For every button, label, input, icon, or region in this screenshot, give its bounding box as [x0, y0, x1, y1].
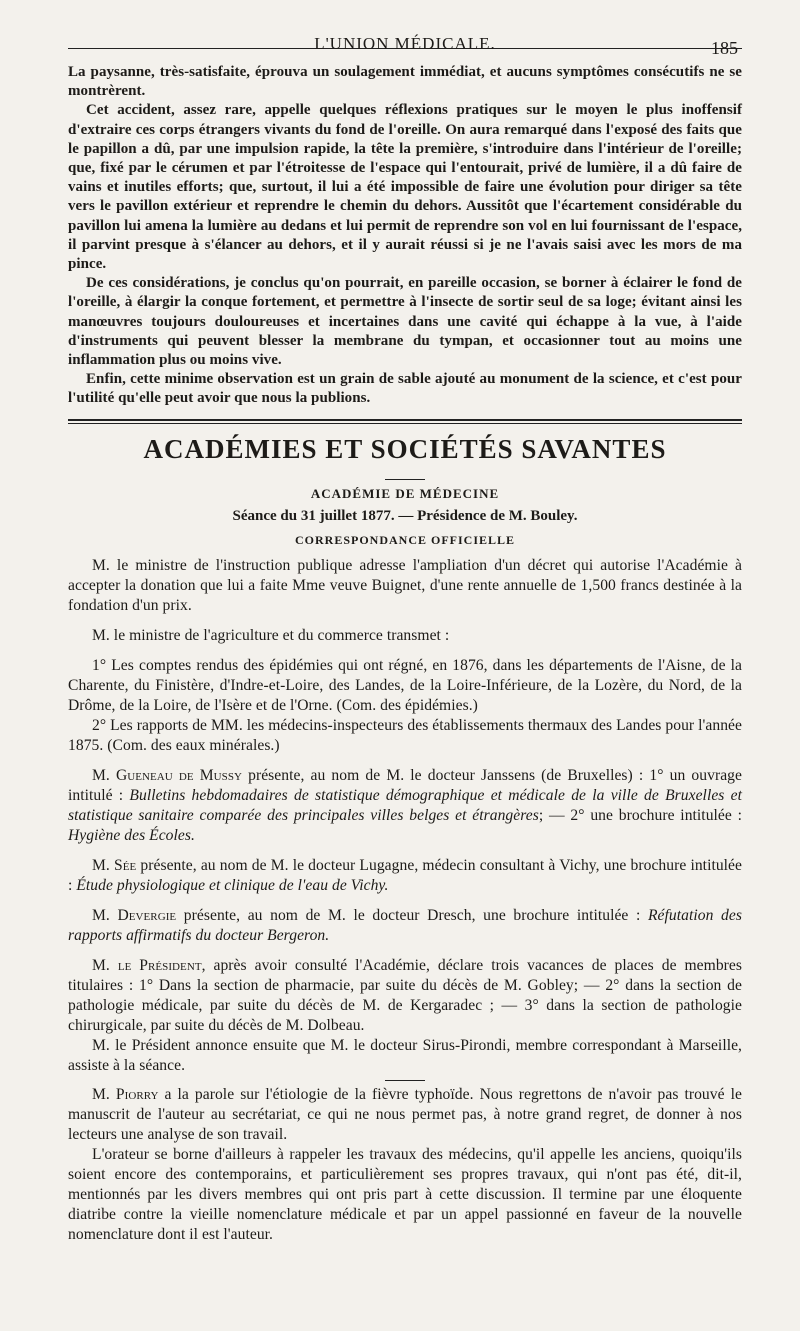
paragraph: 2° Les rapports de MM. les médecins-inspecteurs des établissements thermaux des Landes pour l'année 1875. (Com. des eaux minérales.) [68, 716, 742, 754]
speaker-name: M. Sée [92, 856, 137, 874]
paragraph: Enfin, cette minime observation est un grain de sable ajouté au monument de la science, et c'est pour l'utilité qu'elle peut avoir que nous la publions. [68, 371, 742, 407]
speaker-name: M. Piorry [92, 1085, 159, 1103]
book-title: Hygiène des Écoles. [68, 826, 195, 844]
paragraph [68, 1085, 742, 1145]
paragraph-text: a la parole sur l'étiologie de la fièvre typhoïde. Nous regrettons de n'avoir pas trouvé le manuscrit de l'auteur au secrétariat, ce qui ne nous permet pas, à notre grand regret, de donner à nos lecteurs une analyse de son travail. [68, 1085, 742, 1143]
paragraph: M. le Président annonce ensuite que M. le docteur Sirus-Pirondi, membre correspondant à Marseille, assiste à la séance. [68, 1036, 742, 1074]
article-body [68, 49, 742, 409]
book-title: Étude physiologique et clinique de l'eau de Vichy. [76, 876, 389, 894]
separator-rule [385, 1080, 425, 1081]
paragraph [68, 906, 742, 946]
proceedings [68, 556, 742, 1245]
paragraph-text: présente, au nom de M. le docteur Lugagne, médecin consultant à Vichy, une brochure intitulée : [68, 856, 743, 894]
paragraph [68, 766, 742, 846]
paragraph-text: présente, au nom de M. le docteur Janssens (de Bruxelles) : 1° un ouvrage intitulé : [68, 766, 742, 804]
paragraph-text: ; — 2° une brochure intitulée : [538, 806, 742, 824]
paragraph-text: présente, au nom de M. le docteur Dresch, une brochure intitulée : [176, 906, 648, 924]
paragraph: Cet accident, assez rare, appelle quelques réflexions pratiques sur le moyen le plus inoffensif d'extraire ces corps étrangers vivants du fond de l'oreille. On aura remarqué dans l'exposé des faits que le papillon a dû, par une impulsion rapide, la tête la première, s'introduire dans l'intérieur de l'oreille; que, fixé par le cérumen et par l'étroitesse de l'espace qui l'entourait, privé de lumière, il a dû faire de vains et inutiles efforts; que, surtout, il lui a été impossible de faire une évolution pour diriger sa tête vers le pavillon extérieur et reprendre le chemin du dehors. Aussitôt que l'écartement considérable du pavillon lui amena la lumière au dedans et lui permit de reprendre son vol en lui fournissant de l'espace, il parvint presque à s'élancer au dehors, et il y aurait réussi si je ne l'avais saisi avec les mors de ma pince. [68, 102, 742, 273]
speaker-name: M. Gueneau de Mussy [92, 766, 242, 784]
paragraph: 1° Les comptes rendus des épidémies qui ont régné, en 1876, dans les départements de l'Aisne, de la Charente, du Finistère, d'Indre-et-Loire, des Landes, de la Loire-Inférieure, de la Lozère, du Nord, de la Drôme, de la Loire, de l'Isère et de l'Orne. (Com. des épidémies.) [68, 656, 742, 714]
speaker-name: M. le Président [92, 956, 202, 974]
section-divider [68, 419, 742, 424]
session-line: Séance du 31 juillet 1877. — Présidence de M. Bouley. [232, 507, 578, 524]
book-title: Bulletins hebdomadaires de statistique démographique et médicale de la ville de Bruxelles et statistique sanitaire comparée des principales villes belges et étrangères [68, 786, 742, 824]
book-title: Réfutation des rapports affirmatifs du docteur Bergeron. [68, 906, 742, 944]
paragraph-text: , après avoir consulté l'Académie, déclare trois vacances de places de membres titulaires : 1° Dans la section de pharmacie, par suite du décès de M. Gobley; — 2° dans la section de pathologie médicale, par suite du décès de M. de Kergaradec ; — 3° dans la section de pathologie chirurgicale, par suite du décès de M. Dolbeau. [68, 956, 742, 1034]
paragraph: M. le ministre de l'agriculture et du commerce transmet : [92, 626, 450, 644]
correspondance-heading: CORRESPONDANCE OFFICIELLE [294, 532, 516, 547]
paragraph [68, 856, 742, 896]
academy-subtitle: ACADÉMIE DE MÉDECINE [310, 485, 500, 501]
paragraph [68, 956, 742, 1036]
speaker-name: M. Devergie [92, 906, 177, 924]
running-head [68, 0, 742, 58]
page-number: 185 [711, 38, 738, 58]
paragraph: M. le ministre de l'instruction publique adresse l'ampliation d'un décret qui autorise l'Académie à accepter la donation que lui a faite Mme veuve Buignet, d'une rente annuelle de 1,500 francs destinée à la fondation d'un prix. [68, 556, 742, 614]
section-title: ACADÉMIES ET SOCIÉTÉS SAVANTES [143, 433, 667, 464]
paragraph: De ces considérations, je conclus qu'on pourrait, en pareille occasion, se borner à éclairer le fond de l'oreille, à élargir la conque fortement, et permettre à l'insecte de sortir seul de sa loge; évitant ainsi les manœuvres toujours douloureuses et incertaines dans une cavité qui échappe à la vue, à l'aide d'instruments qui peuvent blesser la membrane du tympan, et occasionner tout au moins une inflammation plus ou moins vive. [68, 275, 742, 369]
paragraph: La paysanne, très-satisfaite, éprouva un soulagement immédiat, et aucuns symptômes consécutifs ne se montrèrent. [68, 64, 742, 100]
journal-title: L'UNION MÉDICALE. [314, 34, 496, 53]
paragraph: L'orateur se borne d'ailleurs à rappeler les travaux des médecins, qu'il appelle les anciens, quoiqu'ils soient encore des contemporains, et particulièrement ses propres travaux, qui n'ont pas été, dit-il, mentionnés par les divers membres qui ont pris part à cette discussion. Il termine par une éloquente diatribe contre la vieille nomenclature médicale et par un appel passionné en faveur de la nouvelle nomenclature dont il est l'auteur. [68, 1145, 742, 1243]
title-underline [385, 479, 425, 480]
